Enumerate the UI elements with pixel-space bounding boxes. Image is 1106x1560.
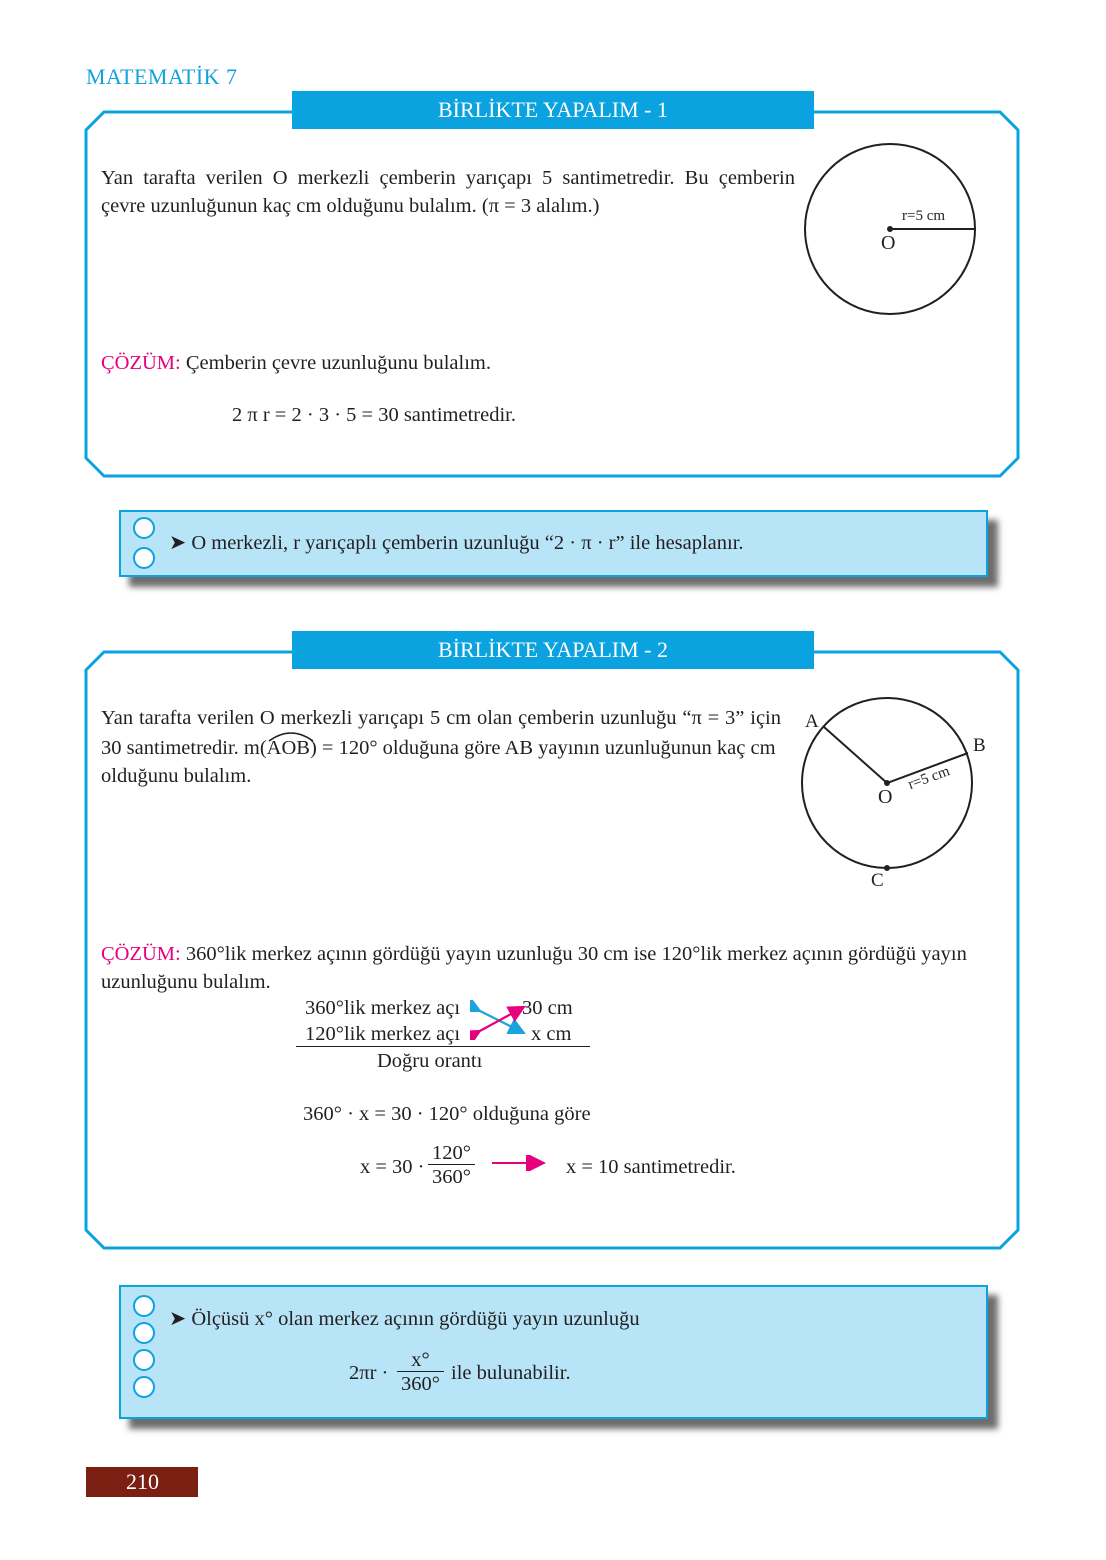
proportion-row1-left: 360°lik merkez açı xyxy=(305,997,461,1019)
arc-label: AOB xyxy=(266,737,310,759)
proportion-row2-right: x cm xyxy=(531,1023,572,1045)
section2-problem-line3: olduğunu bulalım. xyxy=(101,765,252,787)
section1-equation: 2 π r = 2 · 3 · 5 = 30 santimetredir. xyxy=(232,404,516,426)
proportion-row1-right: 30 cm xyxy=(522,997,573,1019)
circle1-radius-label: r=5 cm xyxy=(902,208,946,224)
proportion-row2-left: 120°lik merkez açı xyxy=(305,1023,461,1045)
note2-ring-3 xyxy=(133,1349,155,1371)
equation2-left: x = 30 · xyxy=(360,1156,425,1178)
section2-solution-line1 xyxy=(101,939,967,969)
section2-problem-line2 xyxy=(101,733,776,763)
proportion-caption: Doğru orantı xyxy=(377,1050,483,1072)
section1-banner: BİRLİKTE YAPALIM - 1 xyxy=(292,91,814,129)
note2-numerator: x° xyxy=(397,1349,444,1372)
section1-solution xyxy=(101,348,491,378)
point-c-dot xyxy=(884,865,890,871)
cross-arrows xyxy=(470,1000,530,1040)
equation2-fraction xyxy=(428,1142,475,1189)
note2-formula-left: 2πr · xyxy=(349,1362,389,1384)
section2-equation1: 360° · x = 30 · 120° olduğuna göre xyxy=(303,1103,591,1125)
note1-text xyxy=(169,528,744,558)
arc-symbol xyxy=(267,729,315,743)
note2-text xyxy=(169,1304,640,1334)
note1-sentence: O merkezli, r yarıçaplı çemberin uzunluğu “2 · π · r” ile hesaplanır. xyxy=(186,532,744,554)
equation2-result: x = 10 santimetredir. xyxy=(566,1156,736,1178)
circle1-center-label: O xyxy=(881,232,896,254)
section2-circle-figure xyxy=(790,690,990,880)
note2-ring-2 xyxy=(133,1322,155,1344)
note2-formula-right: ile bulunabilir. xyxy=(451,1362,571,1384)
point-a-label: A xyxy=(805,711,819,732)
arc-notation xyxy=(267,733,310,763)
note2-formula-fraction xyxy=(397,1349,444,1396)
point-c-label: C xyxy=(871,870,884,891)
point-b-label: B xyxy=(973,735,986,756)
page-number: 210 xyxy=(86,1467,198,1497)
section2-banner: BİRLİKTE YAPALIM - 2 xyxy=(292,631,814,669)
page-header: MATEMATİK 7 xyxy=(86,64,238,89)
solution2-label: ÇÖZÜM: xyxy=(101,943,181,965)
center-o-label: O xyxy=(878,786,893,808)
problem2-text-post: ) = 120° olduğuna göre AB yayının uzunluğunun kaç cm xyxy=(309,737,776,759)
equation2-denominator: 360° xyxy=(432,1166,471,1188)
section1-circle-figure xyxy=(800,140,990,320)
problem2-text-pre: 30 santimetredir. m( xyxy=(101,737,267,759)
bullet-icon: ➤ xyxy=(169,532,187,554)
section2-solution-line2: uzunluğunu bulalım. xyxy=(101,971,271,993)
section1-problem-line1: Yan tarafta verilen O merkezli çemberin yarıçapı 5 santimetredir. Bu çemberin xyxy=(101,167,795,189)
solution-text: Çemberin çevre uzunluğunu bulalım. xyxy=(180,352,491,374)
circle2-radius-label: r=5 cm xyxy=(906,763,952,794)
note1-ring-1 xyxy=(133,517,155,539)
note2-denominator: 360° xyxy=(401,1373,440,1395)
bullet-icon: ➤ xyxy=(169,1308,187,1330)
note2-ring-1 xyxy=(133,1295,155,1317)
note1-ring-2 xyxy=(133,547,155,569)
note2-box xyxy=(119,1285,988,1419)
radius-oa xyxy=(824,727,887,783)
equation2-numerator: 120° xyxy=(428,1142,475,1165)
result-arrow xyxy=(490,1155,552,1171)
note2-sentence: Ölçüsü x° olan merkez açının gördüğü yayın uzunluğu xyxy=(186,1308,640,1330)
note1-box xyxy=(119,510,988,577)
solution-label: ÇÖZÜM: xyxy=(101,352,181,374)
section2-problem-line1: Yan tarafta verilen O merkezli yarıçapı 5 cm olan çemberin uzunluğu “π = 3” için xyxy=(101,707,781,729)
section1-problem-line2: çevre uzunluğunun kaç cm olduğunu bulalım. (π = 3 alalım.) xyxy=(101,195,600,217)
solution2-text: 360°lik merkez açının gördüğü yayın uzunluğu 30 cm ise 120°lik merkez açının gördüğü yayın xyxy=(180,943,967,965)
note2-ring-4 xyxy=(133,1376,155,1398)
